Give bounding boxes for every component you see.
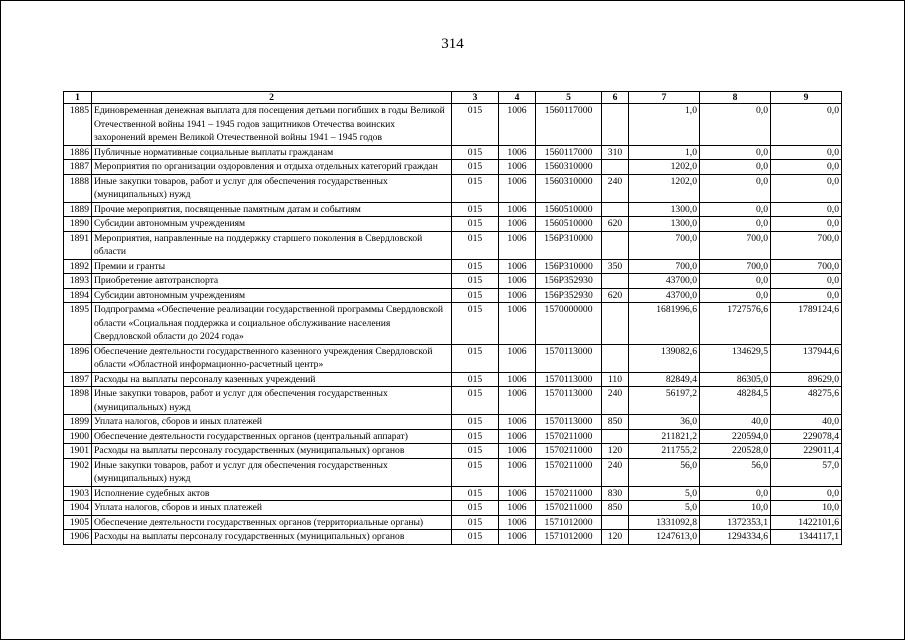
table-row — [64, 303, 842, 345]
row-number-cell: 1886 — [64, 145, 92, 160]
ministry-code-cell: 015 — [452, 202, 499, 217]
table-row — [64, 231, 842, 259]
expense-type-cell — [602, 303, 629, 345]
ministry-code-cell: 015 — [452, 160, 499, 175]
amount-year3-cell: 0,0 — [771, 217, 842, 232]
ministry-code-cell: 015 — [452, 259, 499, 274]
amount-year1-cell: 700,0 — [629, 259, 700, 274]
amount-year1-cell: 1,0 — [629, 145, 700, 160]
amount-year3-cell: 137944,6 — [771, 344, 842, 372]
amount-year2-cell: 0,0 — [700, 274, 771, 289]
amount-year3-cell: 10,0 — [771, 501, 842, 516]
expense-type-cell: 850 — [602, 501, 629, 516]
target-code-cell: 1570113000 — [536, 415, 602, 430]
target-code-cell: 1570113000 — [536, 344, 602, 372]
section-code-cell: 1006 — [499, 202, 536, 217]
row-number-cell: 1898 — [64, 387, 92, 415]
section-code-cell: 1006 — [499, 429, 536, 444]
expense-type-cell: 240 — [602, 387, 629, 415]
budget-table — [63, 91, 842, 545]
section-code-cell: 1006 — [499, 515, 536, 530]
row-number-cell: 1894 — [64, 288, 92, 303]
row-number-cell: 1905 — [64, 515, 92, 530]
target-code-cell: 1570113000 — [536, 372, 602, 387]
amount-year1-cell: 5,0 — [629, 501, 700, 516]
amount-year2-cell: 0,0 — [700, 486, 771, 501]
amount-year1-cell: 700,0 — [629, 231, 700, 259]
table-row — [64, 415, 842, 430]
table-row — [64, 501, 842, 516]
expense-type-cell: 240 — [602, 174, 629, 202]
ministry-code-cell: 015 — [452, 174, 499, 202]
amount-year2-cell: 1727576,6 — [700, 303, 771, 345]
row-number-cell: 1891 — [64, 231, 92, 259]
section-code-cell: 1006 — [499, 259, 536, 274]
row-number-cell: 1899 — [64, 415, 92, 430]
header-cell: 5 — [536, 92, 602, 104]
amount-year2-cell: 0,0 — [700, 145, 771, 160]
section-code-cell: 1006 — [499, 344, 536, 372]
row-number-cell: 1895 — [64, 303, 92, 345]
item-name-cell: Подпрограмма «Обеспечение реализации государственной программы Свердловской области «Социальная поддержка и социальное обслуживание населения Свердловской области до 2024 года» — [92, 303, 452, 345]
item-name-cell: Уплата налогов, сборов и иных платежей — [92, 415, 452, 430]
ministry-code-cell: 015 — [452, 145, 499, 160]
table-row — [64, 458, 842, 486]
amount-year1-cell: 1202,0 — [629, 160, 700, 175]
target-code-cell: 1560117000 — [536, 104, 602, 146]
expense-type-cell: 310 — [602, 145, 629, 160]
amount-year1-cell: 56,0 — [629, 458, 700, 486]
ministry-code-cell: 015 — [452, 429, 499, 444]
row-number-cell: 1896 — [64, 344, 92, 372]
row-number-cell: 1890 — [64, 217, 92, 232]
amount-year3-cell: 229078,4 — [771, 429, 842, 444]
expense-type-cell: 620 — [602, 288, 629, 303]
section-code-cell: 1006 — [499, 231, 536, 259]
ministry-code-cell: 015 — [452, 515, 499, 530]
expense-type-cell — [602, 515, 629, 530]
ministry-code-cell: 015 — [452, 501, 499, 516]
header-cell: 3 — [452, 92, 499, 104]
target-code-cell: 1560510000 — [536, 217, 602, 232]
amount-year2-cell: 220594,0 — [700, 429, 771, 444]
item-name-cell: Обеспечение деятельности государственного казенного учреждения Свердловской области «Областной информационно-расчетный центр» — [92, 344, 452, 372]
amount-year2-cell: 0,0 — [700, 104, 771, 146]
amount-year1-cell: 56197,2 — [629, 387, 700, 415]
amount-year1-cell: 1247613,0 — [629, 530, 700, 545]
target-code-cell: 1570211000 — [536, 486, 602, 501]
amount-year1-cell: 43700,0 — [629, 288, 700, 303]
amount-year1-cell: 43700,0 — [629, 274, 700, 289]
expense-type-cell — [602, 429, 629, 444]
item-name-cell: Мероприятия, направленные на поддержку старшего поколения в Свердловской области — [92, 231, 452, 259]
expense-type-cell: 350 — [602, 259, 629, 274]
expense-type-cell: 620 — [602, 217, 629, 232]
row-number-cell: 1887 — [64, 160, 92, 175]
amount-year3-cell: 0,0 — [771, 486, 842, 501]
item-name-cell: Единовременная денежная выплата для посещения детьми погибших в годы Великой Отечественной войны 1941 – 1945 годов защитников Отечества воинских захоронений времен Великой Отечественной войны 1941 – 1945 годов — [92, 104, 452, 146]
row-number-cell: 1892 — [64, 259, 92, 274]
amount-year2-cell: 1294334,6 — [700, 530, 771, 545]
expense-type-cell: 120 — [602, 530, 629, 545]
amount-year2-cell: 1372353,1 — [700, 515, 771, 530]
header-cell: 1 — [64, 92, 92, 104]
item-name-cell: Иные закупки товаров, работ и услуг для обеспечения государственных (муниципальных) нужд — [92, 174, 452, 202]
ministry-code-cell: 015 — [452, 444, 499, 459]
ministry-code-cell: 015 — [452, 288, 499, 303]
item-name-cell: Прочие мероприятия, посвященные памятным датам и событиям — [92, 202, 452, 217]
item-name-cell: Расходы на выплаты персоналу государственных (муниципальных) органов — [92, 530, 452, 545]
section-code-cell: 1006 — [499, 104, 536, 146]
ministry-code-cell: 015 — [452, 274, 499, 289]
amount-year3-cell: 48275,6 — [771, 387, 842, 415]
ministry-code-cell: 015 — [452, 231, 499, 259]
item-name-cell: Публичные нормативные социальные выплаты гражданам — [92, 145, 452, 160]
table-row — [64, 259, 842, 274]
amount-year3-cell: 1422101,6 — [771, 515, 842, 530]
target-code-cell: 1570211000 — [536, 458, 602, 486]
amount-year1-cell: 211755,2 — [629, 444, 700, 459]
amount-year2-cell: 0,0 — [700, 160, 771, 175]
expense-type-cell — [602, 160, 629, 175]
amount-year2-cell: 40,0 — [700, 415, 771, 430]
row-number-cell: 1885 — [64, 104, 92, 146]
table-row — [64, 174, 842, 202]
amount-year3-cell: 89629,0 — [771, 372, 842, 387]
ministry-code-cell: 015 — [452, 303, 499, 345]
item-name-cell: Мероприятия по организации оздоровления и отдыха отдельных категорий граждан — [92, 160, 452, 175]
item-name-cell: Обеспечение деятельности государственных органов (центральный аппарат) — [92, 429, 452, 444]
target-code-cell: 156P352930 — [536, 274, 602, 289]
amount-year3-cell: 700,0 — [771, 259, 842, 274]
amount-year2-cell: 86305,0 — [700, 372, 771, 387]
amount-year1-cell: 1202,0 — [629, 174, 700, 202]
section-code-cell: 1006 — [499, 415, 536, 430]
amount-year2-cell: 220528,0 — [700, 444, 771, 459]
target-code-cell: 1570211000 — [536, 444, 602, 459]
amount-year3-cell: 0,0 — [771, 174, 842, 202]
target-code-cell: 1570113000 — [536, 387, 602, 415]
section-code-cell: 1006 — [499, 530, 536, 545]
ministry-code-cell: 015 — [452, 415, 499, 430]
amount-year1-cell: 82849,4 — [629, 372, 700, 387]
amount-year1-cell: 139082,6 — [629, 344, 700, 372]
target-code-cell: 156P310000 — [536, 259, 602, 274]
amount-year1-cell: 1300,0 — [629, 202, 700, 217]
target-code-cell: 1570000000 — [536, 303, 602, 345]
table-row — [64, 387, 842, 415]
target-code-cell: 1570211000 — [536, 501, 602, 516]
ministry-code-cell: 015 — [452, 387, 499, 415]
target-code-cell: 1571012000 — [536, 515, 602, 530]
section-code-cell: 1006 — [499, 217, 536, 232]
expense-type-cell: 830 — [602, 486, 629, 501]
section-code-cell: 1006 — [499, 145, 536, 160]
item-name-cell: Субсидии автономным учреждениям — [92, 217, 452, 232]
amount-year2-cell: 134629,5 — [700, 344, 771, 372]
item-name-cell: Приобретение автотранспорта — [92, 274, 452, 289]
expense-type-cell — [602, 104, 629, 146]
amount-year2-cell: 700,0 — [700, 259, 771, 274]
section-code-cell: 1006 — [499, 486, 536, 501]
table-row — [64, 160, 842, 175]
amount-year2-cell: 48284,5 — [700, 387, 771, 415]
item-name-cell: Иные закупки товаров, работ и услуг для обеспечения государственных (муниципальных) нужд — [92, 387, 452, 415]
table-row — [64, 444, 842, 459]
amount-year3-cell: 1344117,1 — [771, 530, 842, 545]
table-row — [64, 515, 842, 530]
target-code-cell: 1570211000 — [536, 429, 602, 444]
item-name-cell: Иные закупки товаров, работ и услуг для обеспечения государственных (муниципальных) нужд — [92, 458, 452, 486]
expense-type-cell: 110 — [602, 372, 629, 387]
amount-year2-cell: 700,0 — [700, 231, 771, 259]
header-cell: 4 — [499, 92, 536, 104]
expense-type-cell — [602, 231, 629, 259]
row-number-cell: 1900 — [64, 429, 92, 444]
amount-year1-cell: 36,0 — [629, 415, 700, 430]
header-cell: 6 — [602, 92, 629, 104]
item-name-cell: Премии и гранты — [92, 259, 452, 274]
row-number-cell: 1904 — [64, 501, 92, 516]
table-row — [64, 288, 842, 303]
expense-type-cell — [602, 202, 629, 217]
item-name-cell: Расходы на выплаты персоналу государственных (муниципальных) органов — [92, 444, 452, 459]
row-number-cell: 1889 — [64, 202, 92, 217]
amount-year3-cell: 40,0 — [771, 415, 842, 430]
section-code-cell: 1006 — [499, 303, 536, 345]
ministry-code-cell: 015 — [452, 458, 499, 486]
table-body — [64, 104, 842, 545]
section-code-cell: 1006 — [499, 501, 536, 516]
target-code-cell: 1571012000 — [536, 530, 602, 545]
header-cell: 2 — [92, 92, 452, 104]
section-code-cell: 1006 — [499, 174, 536, 202]
ministry-code-cell: 015 — [452, 486, 499, 501]
amount-year2-cell: 0,0 — [700, 202, 771, 217]
table-row — [64, 486, 842, 501]
header-cell: 8 — [700, 92, 771, 104]
expense-type-cell: 850 — [602, 415, 629, 430]
target-code-cell: 156P310000 — [536, 231, 602, 259]
section-code-cell: 1006 — [499, 458, 536, 486]
item-name-cell: Обеспечение деятельности государственных органов (территориальные органы) — [92, 515, 452, 530]
amount-year3-cell: 1789124,6 — [771, 303, 842, 345]
amount-year1-cell: 1300,0 — [629, 217, 700, 232]
header-cell: 9 — [771, 92, 842, 104]
ministry-code-cell: 015 — [452, 372, 499, 387]
target-code-cell: 156P352930 — [536, 288, 602, 303]
table-row — [64, 344, 842, 372]
table-row — [64, 372, 842, 387]
expense-type-cell — [602, 274, 629, 289]
expense-type-cell: 240 — [602, 458, 629, 486]
amount-year3-cell: 0,0 — [771, 145, 842, 160]
amount-year3-cell: 0,0 — [771, 160, 842, 175]
amount-year1-cell: 5,0 — [629, 486, 700, 501]
ministry-code-cell: 015 — [452, 104, 499, 146]
amount-year3-cell: 0,0 — [771, 274, 842, 289]
amount-year2-cell: 0,0 — [700, 217, 771, 232]
item-name-cell: Уплата налогов, сборов и иных платежей — [92, 501, 452, 516]
amount-year2-cell: 0,0 — [700, 174, 771, 202]
amount-year1-cell: 1,0 — [629, 104, 700, 146]
row-number-cell: 1901 — [64, 444, 92, 459]
header-cell: 7 — [629, 92, 700, 104]
target-code-cell: 1560117000 — [536, 145, 602, 160]
table-row — [64, 104, 842, 146]
amount-year3-cell: 57,0 — [771, 458, 842, 486]
amount-year1-cell: 1331092,8 — [629, 515, 700, 530]
ministry-code-cell: 015 — [452, 217, 499, 232]
row-number-cell: 1903 — [64, 486, 92, 501]
header-row — [64, 92, 842, 104]
row-number-cell: 1902 — [64, 458, 92, 486]
ministry-code-cell: 015 — [452, 344, 499, 372]
row-number-cell: 1906 — [64, 530, 92, 545]
row-number-cell: 1893 — [64, 274, 92, 289]
amount-year1-cell: 211821,2 — [629, 429, 700, 444]
amount-year1-cell: 1681996,6 — [629, 303, 700, 345]
target-code-cell: 1560510000 — [536, 202, 602, 217]
table-row — [64, 202, 842, 217]
section-code-cell: 1006 — [499, 288, 536, 303]
row-number-cell: 1897 — [64, 372, 92, 387]
target-code-cell: 1560310000 — [536, 160, 602, 175]
page-number: 314 — [441, 36, 464, 52]
amount-year2-cell: 56,0 — [700, 458, 771, 486]
table-row — [64, 217, 842, 232]
amount-year3-cell: 0,0 — [771, 288, 842, 303]
section-code-cell: 1006 — [499, 387, 536, 415]
expense-type-cell: 120 — [602, 444, 629, 459]
amount-year2-cell: 10,0 — [700, 501, 771, 516]
item-name-cell: Субсидии автономным учреждениям — [92, 288, 452, 303]
section-code-cell: 1006 — [499, 274, 536, 289]
section-code-cell: 1006 — [499, 372, 536, 387]
item-name-cell: Расходы на выплаты персоналу казенных учреждений — [92, 372, 452, 387]
ministry-code-cell: 015 — [452, 530, 499, 545]
amount-year3-cell: 0,0 — [771, 104, 842, 146]
table-row — [64, 530, 842, 545]
item-name-cell: Исполнение судебных актов — [92, 486, 452, 501]
amount-year2-cell: 0,0 — [700, 288, 771, 303]
row-number-cell: 1888 — [64, 174, 92, 202]
table-row — [64, 274, 842, 289]
section-code-cell: 1006 — [499, 160, 536, 175]
section-code-cell: 1006 — [499, 444, 536, 459]
table-row — [64, 429, 842, 444]
expense-type-cell — [602, 344, 629, 372]
amount-year3-cell: 700,0 — [771, 231, 842, 259]
table-row — [64, 145, 842, 160]
amount-year3-cell: 229011,4 — [771, 444, 842, 459]
amount-year3-cell: 0,0 — [771, 202, 842, 217]
target-code-cell: 1560310000 — [536, 174, 602, 202]
